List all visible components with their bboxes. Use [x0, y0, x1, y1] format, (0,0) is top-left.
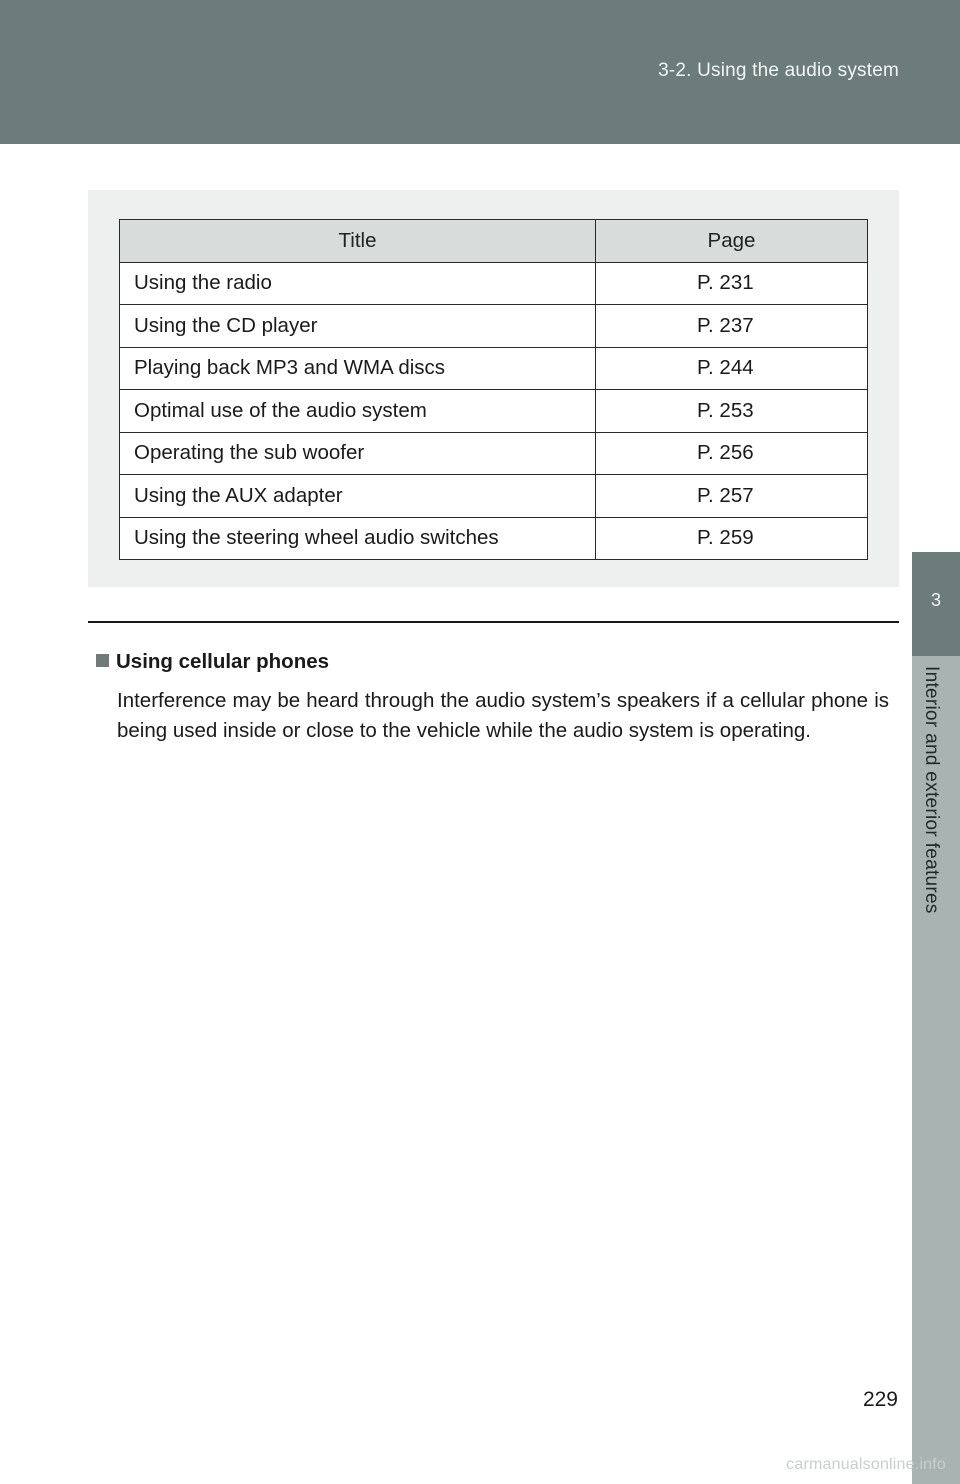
row-page: P. 259 — [596, 517, 868, 560]
watermark: carmanualsonline.info — [786, 1456, 946, 1473]
note-heading-text: Using cellular phones — [116, 650, 330, 673]
chapter-label: Interior and exterior features — [921, 666, 942, 914]
square-bullet-icon — [96, 654, 109, 667]
table-row — [120, 262, 868, 305]
table-row — [120, 305, 868, 348]
row-page: P. 253 — [596, 390, 868, 433]
row-title: Using the AUX adapter — [120, 475, 596, 518]
section-divider — [88, 621, 899, 623]
table-header-row — [120, 220, 868, 263]
table-row — [120, 347, 868, 390]
reference-table — [119, 219, 868, 560]
row-title: Using the steering wheel audio switches — [120, 517, 596, 560]
row-title: Using the radio — [120, 262, 596, 305]
row-page: P. 244 — [596, 347, 868, 390]
table-row — [120, 475, 868, 518]
row-title: Using the CD player — [120, 305, 596, 348]
note-heading — [96, 650, 329, 674]
row-title: Playing back MP3 and WMA discs — [120, 347, 596, 390]
row-page: P. 231 — [596, 262, 868, 305]
note-body: Interference may be heard through the audio system’s speakers if a cellular phone is being used inside or close to the vehicle while the audio system is operating. — [117, 689, 889, 742]
row-page: P. 256 — [596, 432, 868, 475]
table-row — [120, 390, 868, 433]
row-title: Optimal use of the audio system — [120, 390, 596, 433]
table-row — [120, 432, 868, 475]
row-page: P. 237 — [596, 305, 868, 348]
section-title: 3-2. Using the audio system — [658, 60, 899, 81]
column-header-page: Page — [596, 220, 868, 263]
chapter-number: 3 — [930, 590, 941, 610]
chapter-tab — [912, 552, 960, 656]
row-title: Operating the sub woofer — [120, 432, 596, 475]
page-number: 229 — [862, 1388, 898, 1411]
column-header-title: Title — [120, 220, 596, 263]
table-row — [120, 517, 868, 560]
row-page: P. 257 — [596, 475, 868, 518]
